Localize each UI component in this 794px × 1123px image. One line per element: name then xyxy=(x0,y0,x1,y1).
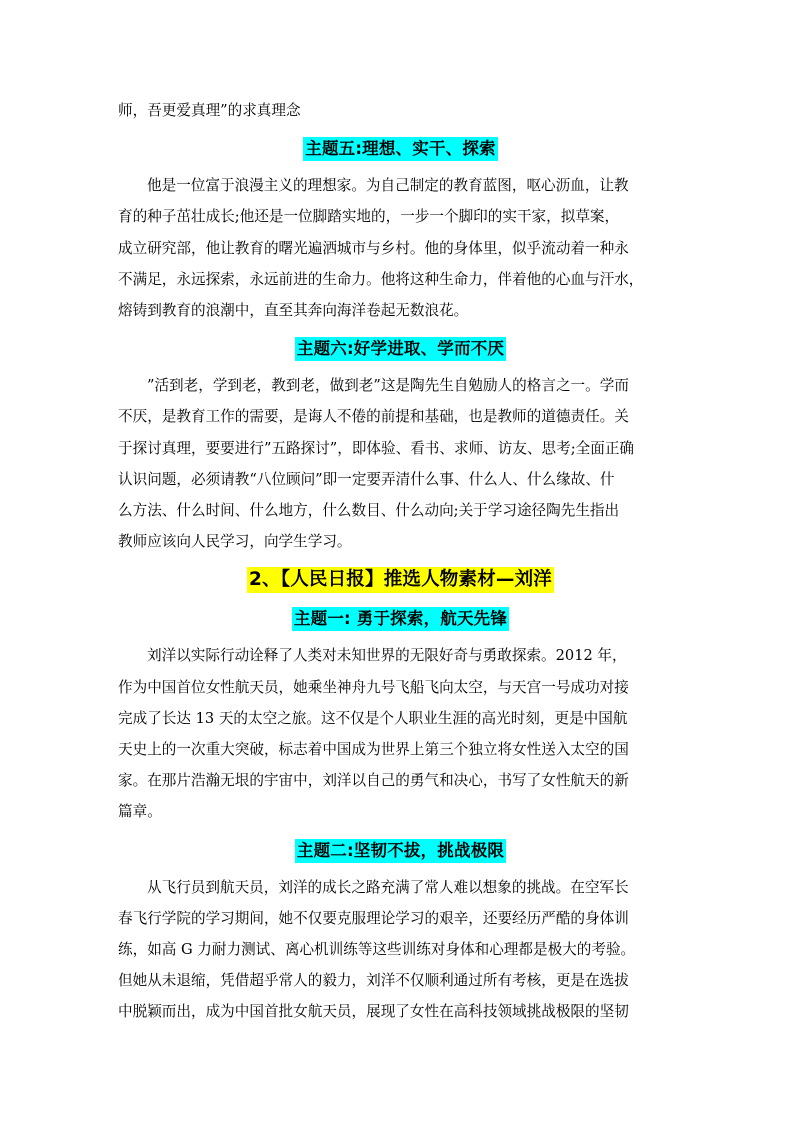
theme5-heading: 主题五:理想、实干、探索 xyxy=(303,137,498,161)
theme6-paragraph xyxy=(118,370,683,557)
text-line: 中脱颖而出，成为中国首批女航天员，展现了女性在高科技领域挑战极限的坚韧 xyxy=(118,1003,629,1021)
text-line: 熔铸到教育的浪潮中，直至其奔向海洋卷起无数浪花。 xyxy=(118,302,469,320)
section2-heading-row xyxy=(118,564,683,596)
text-line: 篇章。 xyxy=(118,803,162,821)
text-line: 于探讨真理，要要进行”五路探讨”，即体验、看书、求师、访友、思考;全面正确 xyxy=(118,439,635,457)
theme-a-paragraph xyxy=(118,640,683,827)
text-line: 成立研究部，他让教育的曙光遍洒城市与乡村。他的身体里，似乎流动着一种永 xyxy=(118,239,629,257)
text-line: 完成了长达 13 天的太空之旅。这不仅是个人职业生涯的高光时刻，更是中国航 xyxy=(118,709,628,727)
text-line: 春飞行学院的学习期间，她不仅要克服理论学习的艰辛，还要经历严酷的身体训 xyxy=(118,909,629,927)
text-line: 作为中国首位女性航天员，她乘坐神舟九号飞船飞向太空，与天宫一号成功对接 xyxy=(118,678,629,696)
text-line: 天史上的一次重大突破，标志着中国成为世界上第三个独立将女性送入太空的国 xyxy=(118,741,629,759)
theme6-heading-row xyxy=(118,333,683,365)
theme-b-heading-row xyxy=(118,835,683,867)
theme-a-heading: 主题一: 勇于探索，航天先锋 xyxy=(292,607,509,631)
text-line: 么方法、什么时间、什么地方，什么数目、什么动向;关于学习途径陶先生指出 xyxy=(118,502,620,520)
section2-heading: 2、【人民日报】推选人物素材—刘洋 xyxy=(247,567,554,593)
intro-line xyxy=(118,95,683,126)
text-line: 家。在那片浩瀚无垠的宇宙中，刘洋以自己的勇气和决心，书写了女性航天的新 xyxy=(118,772,629,790)
text-line: 从飞行员到航天员，刘洋的成长之路充满了常人难以想象的挑战。在空军长 xyxy=(147,878,629,896)
text-line: 师，吾更爱真理”的求真理念 xyxy=(118,102,301,119)
text-line: ”活到老，学到老，教到老，做到老”这是陶先生自勉励人的格言之一。学而 xyxy=(147,377,629,395)
document-page xyxy=(118,95,683,1028)
text-line: 练，如高 G 力耐力测试、离心机训练等这些训练对身体和心理都是极大的考验。 xyxy=(118,941,636,959)
text-line: 教师应该向人民学习，向学生学习。 xyxy=(118,533,352,551)
text-line: 不满足，永远探索，永远前进的生命力。他将这种生命力，伴着他的心血与汗水， xyxy=(118,270,644,288)
theme5-heading-row xyxy=(118,133,683,165)
text-line: 他是一位富于浪漫主义的理想家。为自己制定的教育蓝图，呕心沥血，让教 xyxy=(147,177,629,195)
text-line: 不厌，是教育工作的需要，是诲人不倦的前提和基础，也是教师的道德责任。关 xyxy=(118,408,629,426)
theme-b-paragraph xyxy=(118,872,683,1028)
text-line: 刘洋以实际行动诠释了人类对未知世界的无限好奇与勇敢探索。2012 年， xyxy=(147,647,627,665)
theme-a-heading-row xyxy=(118,603,683,635)
theme-b-heading: 主题二:坚韧不拔，挑战极限 xyxy=(295,839,506,863)
theme6-heading: 主题六:好学进取、学而不厌 xyxy=(295,337,506,361)
theme5-paragraph xyxy=(118,170,683,326)
text-line: 认识问题，必须请教“八位顾问”即一定要弄清什么事、什么人、什么缘故、什 xyxy=(118,470,615,488)
text-line: 育的种子茁壮成长;他还是一位脚踏实地的，一步一个脚印的实干家，拟草案， xyxy=(118,208,620,226)
text-line: 但她从未退缩，凭借超乎常人的毅力，刘洋不仅顺利通过所有考核，更是在选拔 xyxy=(118,972,629,990)
